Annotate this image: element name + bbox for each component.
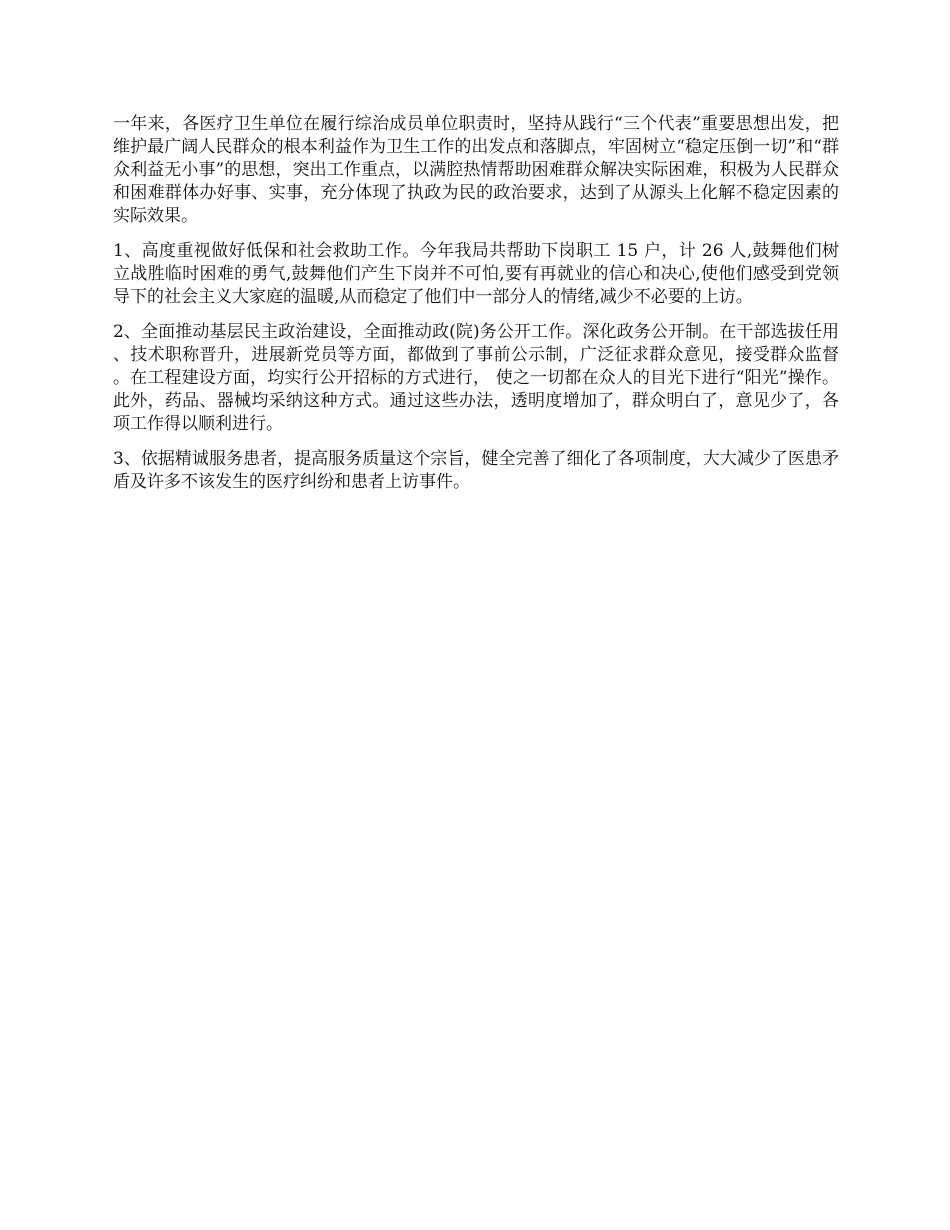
document-body xyxy=(113,113,839,506)
paragraph-item-3: 3、依据精诚服务患者，提高服务质量这个宗旨，健全完善了细化了各项制度，大大减少了医患矛盾及许多不该发生的医疗纠纷和患者上访事件。 xyxy=(113,449,839,492)
paragraph-item-2: 2、全面推动基层民主政治建设，全面推动政(院)务公开工作。深化政务公开制。在干部选拔任用、技术职称晋升，进展新党员等方面，都做到了事前公示制，广泛征求群众意见，接受群众监督。在工程建设方面，均实行公开招标的方式进行， 使之一切都在众人的目光下进行“阳光”操作。此外，药品、器械均采纳这种方式。通过这些办法，透明度增加了，群众明白了，意见少了，各项工作得以顺利进行。 xyxy=(113,322,839,434)
paragraph-intro: 一年来，各医疗卫生单位在履行综治成员单位职责时，坚持从践行“三个代表”重要思想出发，把维护最广阔人民群众的根本利益作为卫生工作的出发点和落脚点，牢固树立“稳定压倒一切”和“群众利益无小事”的思想，突出工作重点，以满腔热情帮助困难群众解决实际困难，积极为人民群众和困难群体办好事、实事，充分体现了执政为民的政治要求，达到了从源头上化解不稳定因素的实际效果。 xyxy=(113,114,839,226)
paragraph-item-1: 1、高度重视做好低保和社会救助工作。今年我局共帮助下岗职工 15 户，计 26 人,鼓舞他们树立战胜临时困难的勇气,鼓舞他们产生下岗并不可怕,要有再就业的信心和决心,使他们感受到党领导下的社会主义大家庭的温暖,从而稳定了他们中一部分人的情绪,减少不必要的上访。 xyxy=(113,241,839,307)
